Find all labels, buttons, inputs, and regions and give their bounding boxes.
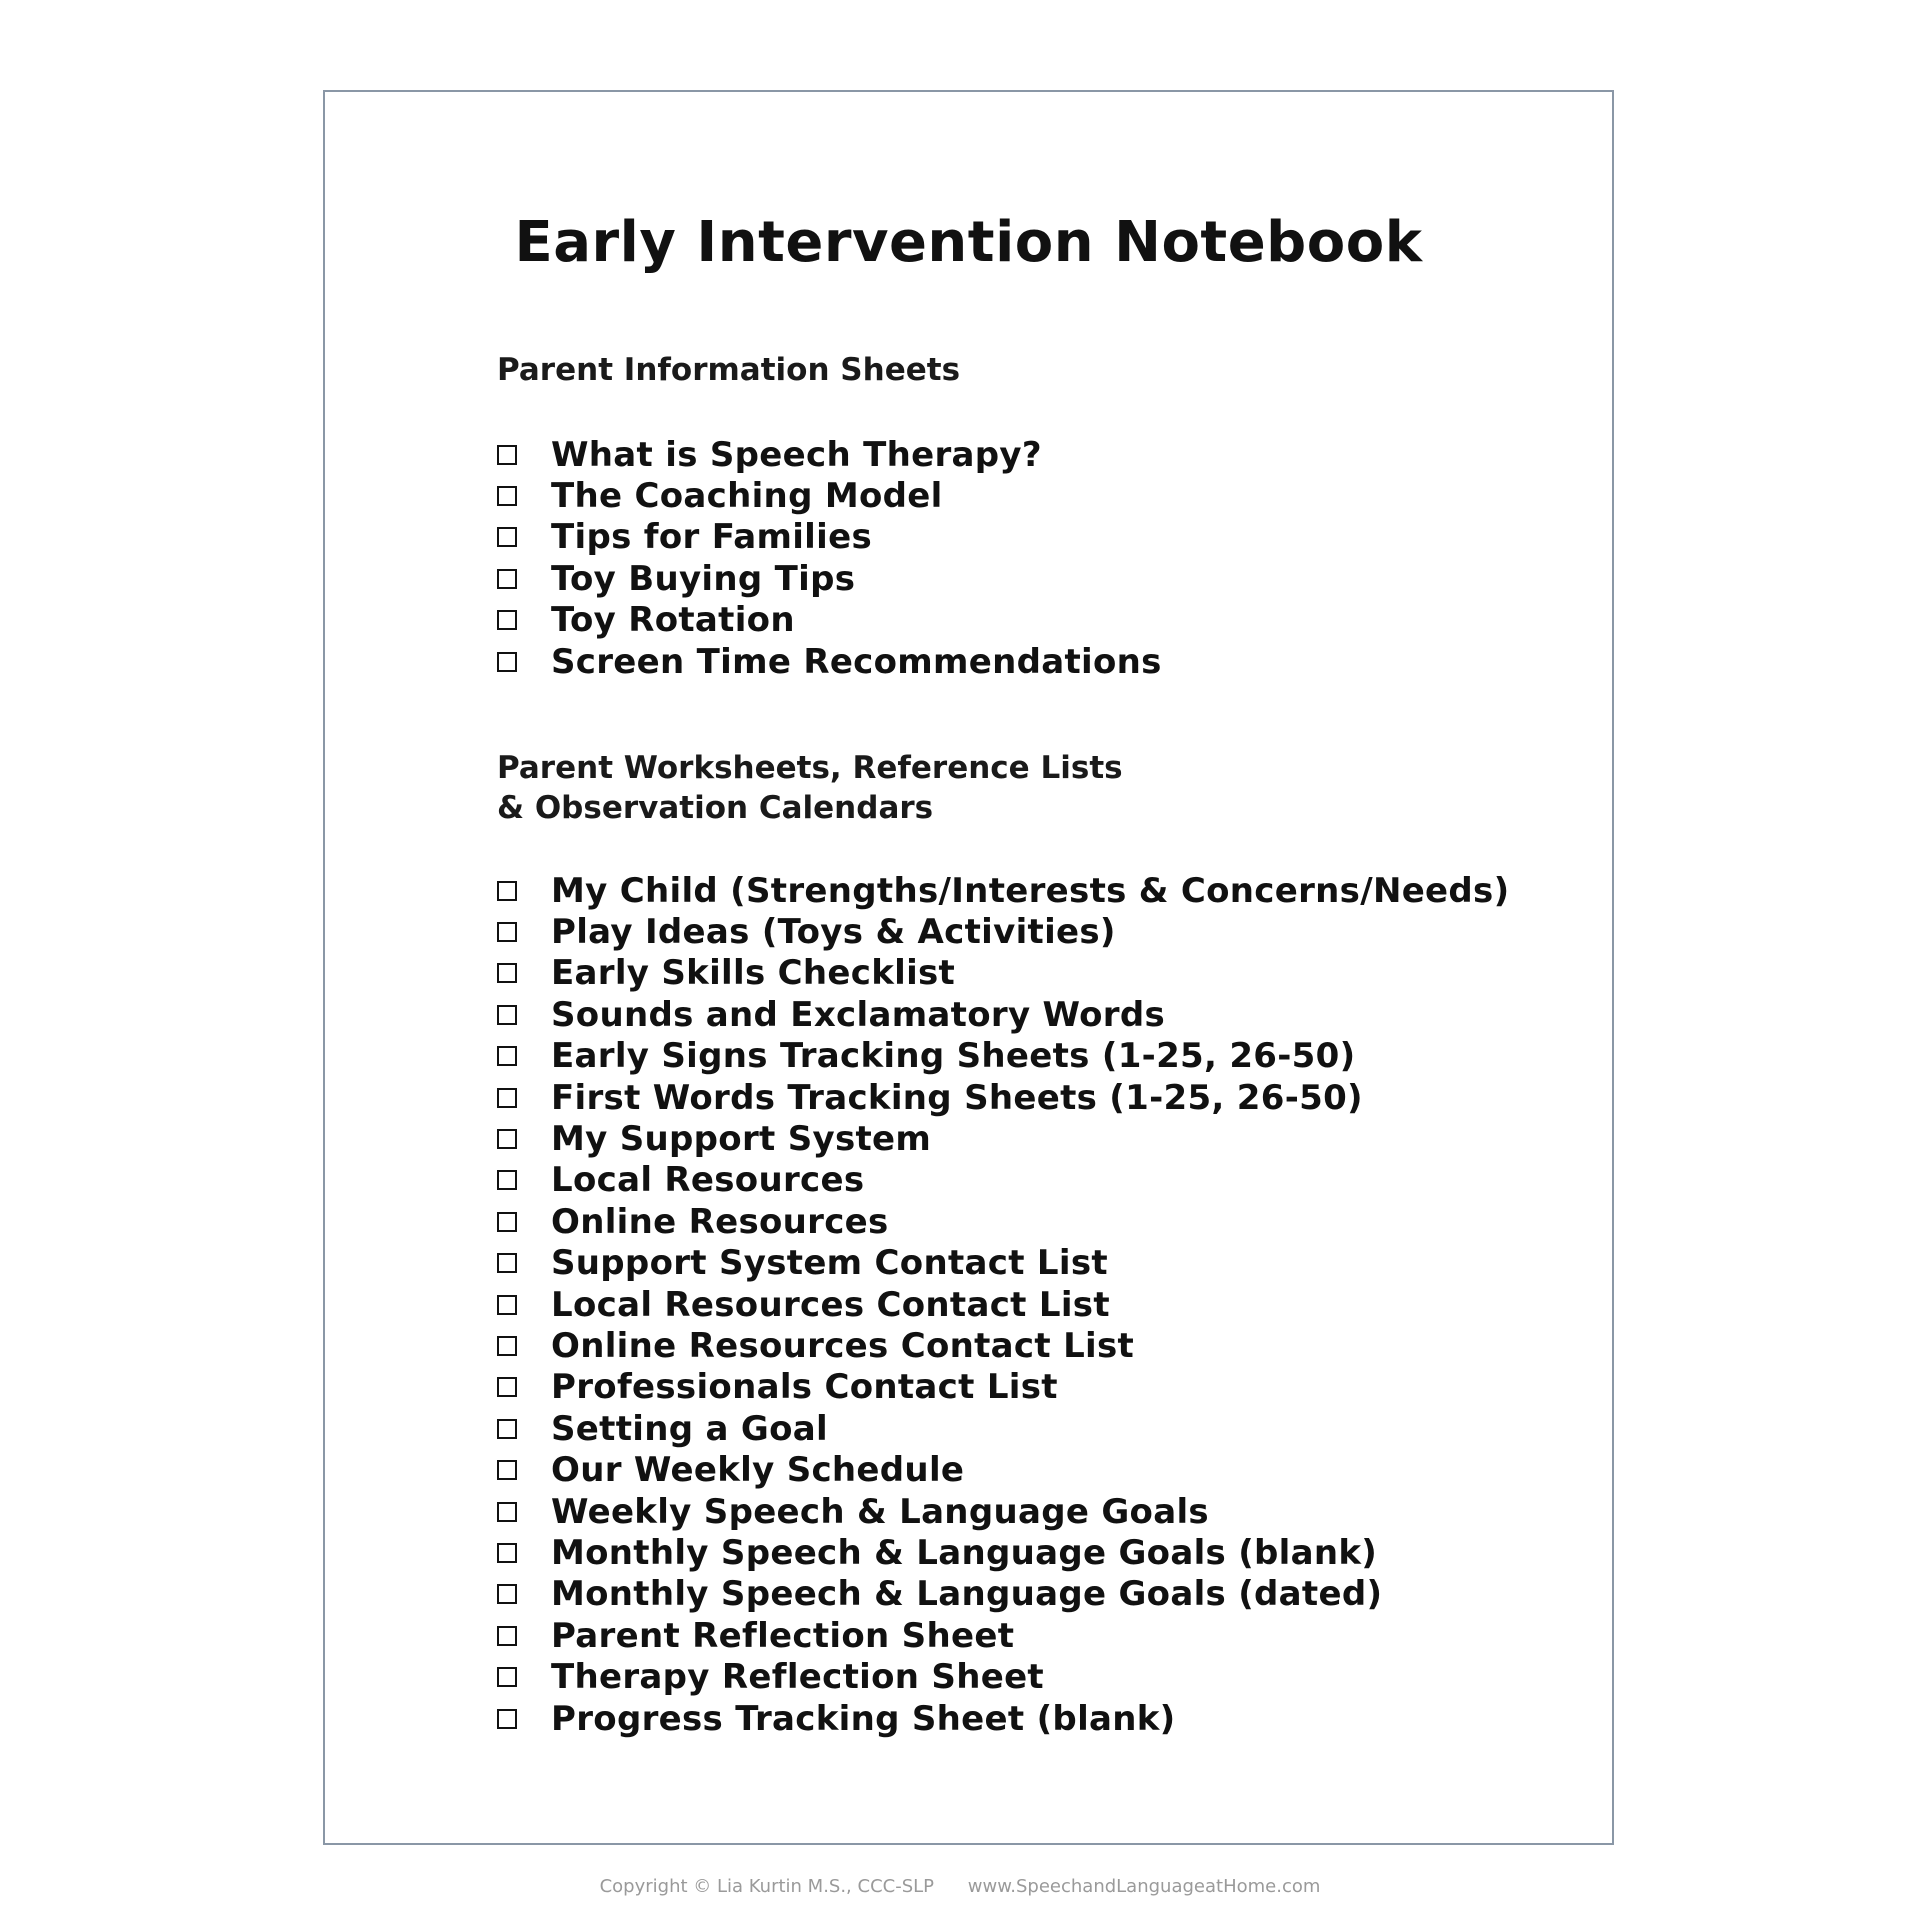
footer bbox=[0, 1876, 1920, 1897]
checklist-item bbox=[497, 434, 1162, 475]
checklist-item-label: Online Resources bbox=[551, 1201, 889, 1242]
checklist-item bbox=[497, 911, 1509, 952]
checkbox[interactable] bbox=[497, 1212, 517, 1232]
checkbox[interactable] bbox=[497, 1170, 517, 1190]
section-heading: Parent Information Sheets bbox=[497, 352, 961, 388]
checkbox[interactable] bbox=[497, 1460, 517, 1480]
checklist-item bbox=[497, 953, 1509, 994]
checklist-item-label: Tips for Families bbox=[551, 517, 872, 558]
checkbox[interactable] bbox=[497, 445, 517, 465]
checklist-item-label: Early Signs Tracking Sheets (1-25, 26-50) bbox=[551, 1036, 1356, 1077]
section-heading bbox=[497, 748, 1509, 828]
checkbox[interactable] bbox=[497, 1005, 517, 1025]
checklist-item bbox=[497, 1491, 1509, 1532]
checkbox[interactable] bbox=[497, 963, 517, 983]
checklist-item-label: The Coaching Model bbox=[551, 476, 943, 517]
checklist-item-label: Therapy Reflection Sheet bbox=[551, 1657, 1044, 1698]
section-heading-line: & Observation Calendars bbox=[497, 790, 934, 826]
checkbox[interactable] bbox=[497, 1502, 517, 1522]
checklist-item-label: Progress Tracking Sheet (blank) bbox=[551, 1698, 1176, 1739]
checkbox[interactable] bbox=[497, 569, 517, 589]
document-title: Early Intervention Notebook bbox=[514, 210, 1423, 275]
checklist-item bbox=[497, 1243, 1509, 1284]
checklist-item bbox=[497, 994, 1509, 1035]
checkbox[interactable] bbox=[497, 1253, 517, 1273]
checklist-item-label: Sounds and Exclamatory Words bbox=[551, 994, 1166, 1035]
checkbox[interactable] bbox=[497, 1046, 517, 1066]
checklist-item-label: Monthly Speech & Language Goals (blank) bbox=[551, 1532, 1378, 1573]
checklist-item bbox=[497, 1118, 1509, 1159]
checklist-item-label: What is Speech Therapy? bbox=[551, 434, 1042, 475]
checklist-item-label: Weekly Speech & Language Goals bbox=[551, 1491, 1209, 1532]
checkbox[interactable] bbox=[497, 610, 517, 630]
checklist-item-label: My Child (Strengths/Interests & Concerns/Needs) bbox=[551, 870, 1510, 911]
checklist-item-label: Setting a Goal bbox=[551, 1408, 828, 1449]
checkbox[interactable] bbox=[497, 1088, 517, 1108]
checklist-item bbox=[497, 1367, 1509, 1408]
checkbox[interactable] bbox=[497, 1626, 517, 1646]
checklist-item bbox=[497, 600, 1162, 641]
checklist-item-label: Our Weekly Schedule bbox=[551, 1450, 965, 1491]
checklist-item-label: Parent Reflection Sheet bbox=[551, 1615, 1015, 1656]
checklist-item bbox=[497, 1284, 1509, 1325]
checkbox[interactable] bbox=[497, 1336, 517, 1356]
checklist-item bbox=[497, 1698, 1509, 1739]
checkbox[interactable] bbox=[497, 1709, 517, 1729]
checklist-item bbox=[497, 517, 1162, 558]
checklist-item-label: First Words Tracking Sheets (1-25, 26-50) bbox=[551, 1077, 1363, 1118]
checklist-item-label: Online Resources Contact List bbox=[551, 1325, 1135, 1366]
checkbox[interactable] bbox=[497, 881, 517, 901]
page-frame bbox=[323, 90, 1614, 1845]
checklist-item bbox=[497, 1325, 1509, 1366]
checklist-item-label: Monthly Speech & Language Goals (dated) bbox=[551, 1574, 1383, 1615]
checkbox[interactable] bbox=[497, 1584, 517, 1604]
checklist bbox=[497, 434, 1162, 682]
copyright-text: Copyright © Lia Kurtin M.S., CCC-SLP bbox=[599, 1876, 935, 1897]
section-parent-worksheets bbox=[497, 748, 1509, 1739]
website-link[interactable]: www.SpeechandLanguageatHome.com bbox=[967, 1876, 1321, 1897]
checklist-item bbox=[497, 1656, 1509, 1697]
checkbox[interactable] bbox=[497, 527, 517, 547]
checkbox[interactable] bbox=[497, 1295, 517, 1315]
checklist-item-label: Local Resources bbox=[551, 1160, 865, 1201]
checklist-item bbox=[497, 1408, 1509, 1449]
checkbox[interactable] bbox=[497, 1667, 517, 1687]
section-heading-line: Parent Worksheets, Reference Lists bbox=[497, 750, 1123, 786]
checklist-item bbox=[497, 1449, 1509, 1490]
checklist-item bbox=[497, 1615, 1509, 1656]
checklist-item-label: Support System Contact List bbox=[551, 1243, 1108, 1284]
checklist-item-label: Play Ideas (Toys & Activities) bbox=[551, 912, 1116, 953]
checklist-item bbox=[497, 870, 1509, 911]
checklist-item bbox=[497, 1077, 1509, 1118]
checkbox[interactable] bbox=[497, 486, 517, 506]
checklist-item-label: Early Skills Checklist bbox=[551, 953, 956, 994]
checklist-item-label: My Support System bbox=[551, 1119, 932, 1160]
checklist-item bbox=[497, 1574, 1509, 1615]
checklist-item-label: Local Resources Contact List bbox=[551, 1284, 1110, 1325]
section-parent-information-sheets bbox=[497, 350, 1162, 682]
checklist-item bbox=[497, 475, 1162, 516]
checklist-item-label: Toy Buying Tips bbox=[551, 558, 856, 599]
checklist-item-label: Screen Time Recommendations bbox=[551, 641, 1162, 682]
checkbox[interactable] bbox=[497, 1377, 517, 1397]
checklist-item bbox=[497, 558, 1162, 599]
checklist-item bbox=[497, 1036, 1509, 1077]
checkbox[interactable] bbox=[497, 1129, 517, 1149]
checklist-item bbox=[497, 641, 1162, 682]
checklist-item bbox=[497, 1201, 1509, 1242]
checkbox[interactable] bbox=[497, 1543, 517, 1563]
checklist-item-label: Professionals Contact List bbox=[551, 1367, 1058, 1408]
checklist-item bbox=[497, 1532, 1509, 1573]
checklist bbox=[497, 870, 1509, 1739]
checklist-item-label: Toy Rotation bbox=[551, 600, 795, 641]
checkbox[interactable] bbox=[497, 652, 517, 672]
checkbox[interactable] bbox=[497, 1419, 517, 1439]
checkbox[interactable] bbox=[497, 922, 517, 942]
checklist-item bbox=[497, 1160, 1509, 1201]
